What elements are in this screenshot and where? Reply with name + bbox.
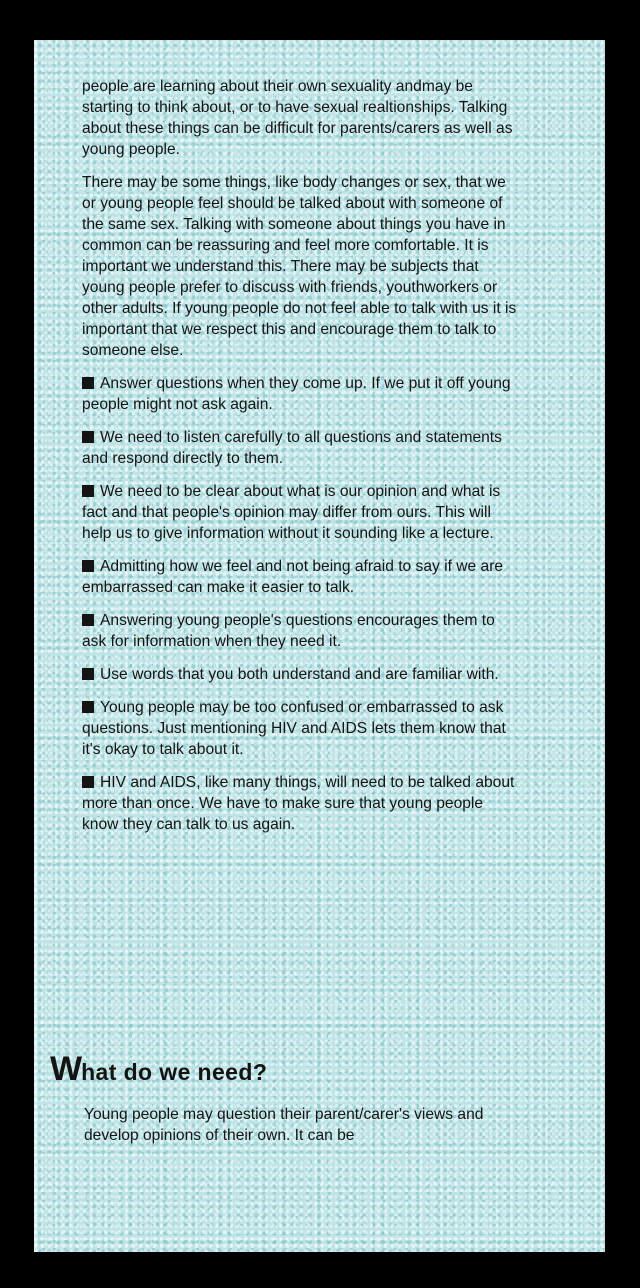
bullet-text: Admitting how we feel and not being afraid to say if we are embarrassed can make it easier to talk. bbox=[82, 558, 504, 596]
square-bullet-icon bbox=[82, 668, 94, 680]
page-edge bbox=[34, 40, 37, 1252]
bullet-item bbox=[82, 610, 522, 652]
bullet-item bbox=[82, 556, 522, 598]
final-paragraph: Young people may question their parent/carer's views and develop opinions of their own. It can be bbox=[84, 1106, 484, 1144]
second-paragraph: There may be some things, like body changes or sex, that we or young people feel should be talked about with someone of the same sex. Talking with someone about things you have in common can be reassuring and feel more comfortable. It is important we understand this. There may be subjects that young people prefer to discuss with friends, youthworkers or other adults. If young people do not feel able to talk with us it is important that we respect this and encourage them to talk to someone else. bbox=[82, 174, 517, 359]
bullet-text: We need to be clear about what is our opinion and what is fact and that people's opinion may differ from ours. This will help us to give information without it sounding like a lecture. bbox=[82, 483, 501, 542]
bullet-item bbox=[82, 373, 522, 415]
section-heading bbox=[50, 1050, 267, 1089]
heading-initial: W bbox=[50, 1050, 82, 1088]
square-bullet-icon bbox=[82, 614, 94, 626]
bullet-text: HIV and AIDS, like many things, will need to be talked about more than once. We have to make sure that young people know they can talk to us again. bbox=[82, 774, 515, 833]
bullet-item bbox=[82, 772, 522, 835]
square-bullet-icon bbox=[82, 776, 94, 788]
square-bullet-icon bbox=[82, 431, 94, 443]
bullet-item bbox=[82, 427, 522, 469]
bullet-text: Answering young people's questions encourages them to ask for information when they need it. bbox=[82, 612, 495, 650]
bullet-text: Use words that you both understand and are familiar with. bbox=[100, 666, 499, 683]
bullet-text: Young people may be too confused or embarrassed to ask questions. Just mentioning HIV and AIDS lets them know that it's okay to talk about it. bbox=[82, 699, 506, 758]
intro-paragraph: people are learning about their own sexuality andmay be starting to think about, or to have sexual realtionships. Talking about these things can be difficult for parents/carers as well as young people. bbox=[82, 78, 513, 158]
bullet-item bbox=[82, 481, 522, 544]
bullet-text: We need to listen carefully to all questions and statements and respond directly to them. bbox=[82, 429, 502, 467]
bullet-text: Answer questions when they come up. If we put it off young people might not ask again. bbox=[82, 375, 511, 413]
bullet-item bbox=[82, 697, 522, 760]
body-text bbox=[82, 76, 522, 847]
bullet-item bbox=[82, 664, 522, 685]
square-bullet-icon bbox=[82, 485, 94, 497]
square-bullet-icon bbox=[82, 377, 94, 389]
heading-rest: hat do we need? bbox=[81, 1059, 268, 1085]
square-bullet-icon bbox=[82, 701, 94, 713]
square-bullet-icon bbox=[82, 560, 94, 572]
